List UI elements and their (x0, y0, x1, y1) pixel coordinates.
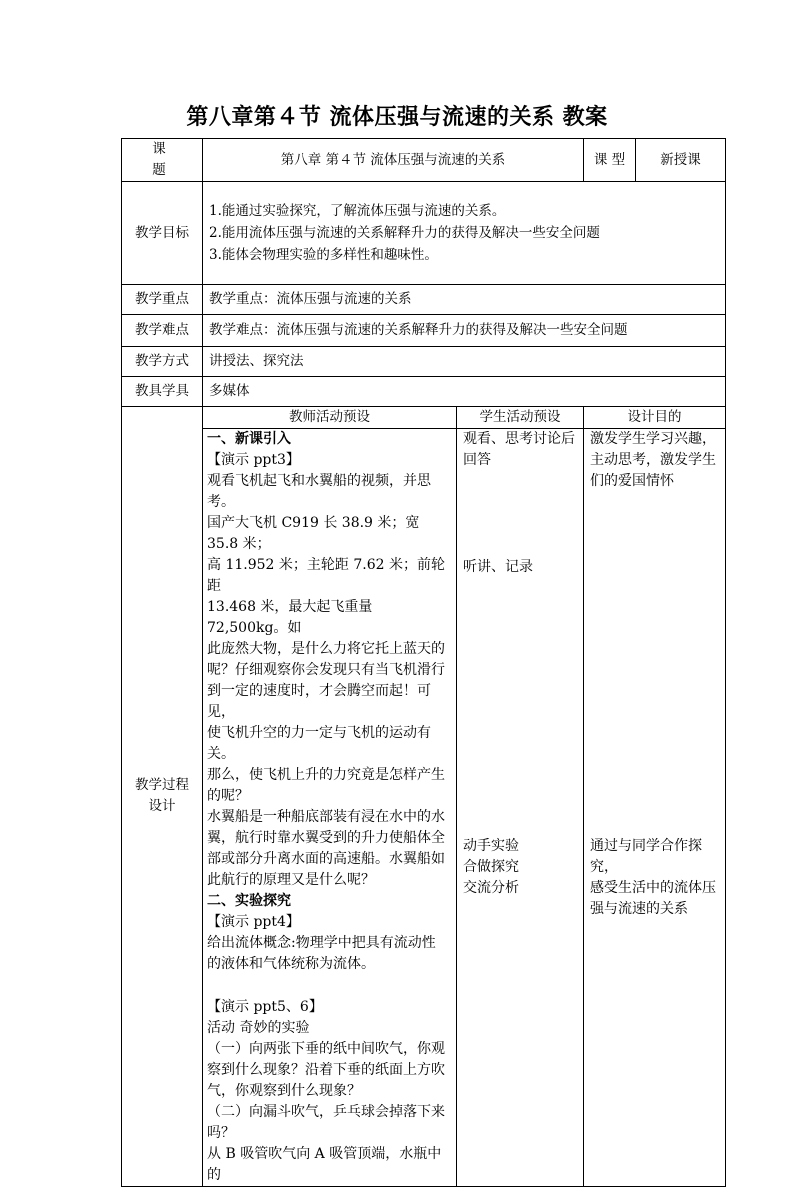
student-activity-line: 听讲、记录 (463, 559, 533, 575)
teacher-activity-line: 此航行的原理又是什么呢？ (207, 872, 375, 888)
design-purpose-line: 强与流速的关系 (590, 901, 688, 917)
teacher-activity-line: 观看飞机起飞和水翼船的视频，并思考。 (207, 473, 431, 510)
design-purpose-line (590, 557, 719, 579)
student-activity-line (463, 664, 577, 686)
page-title: 第八章第４节 流体压强与流速的关系 教案 (186, 104, 608, 130)
design-purpose-line: 通过与同学合作探究， (590, 838, 702, 875)
method-label: 教学方式 (122, 347, 203, 377)
goal-item: 2.能用流体压强与流速的关系解释升力的获得及解决一些安全问题 (209, 225, 600, 241)
teacher-activity-line: 水翼船是一种船底部装有浸在水中的水 (207, 809, 445, 825)
student-activity-line (463, 793, 577, 815)
teacher-activity-line: 气，你观察到什么现象？ (207, 1082, 361, 1099)
teacher-activity-line: 高 11.952 米；主轮距 7.62 米；前轮距 (207, 557, 445, 594)
teacher-activity-line: 二、实验探究 (207, 893, 291, 909)
teacher-activity-line: 使飞机升空的力一定与飞机的运动有关。 (207, 725, 431, 762)
design-purpose-line (590, 664, 719, 686)
design-purpose-line (590, 686, 719, 708)
student-activity-line (463, 514, 577, 536)
teacher-activity-cell (203, 429, 457, 1187)
key-point-label: 教学重点 (122, 285, 203, 315)
teacher-activity-line: 部或部分升离水面的高速船。水翼船如 (207, 851, 445, 867)
tools-label: 教具学具 (122, 377, 203, 407)
row-goals (122, 182, 726, 285)
teacher-activity-line: （一）向两张下垂的纸中间吹气，你观 (207, 1040, 445, 1057)
key-point-value: 教学重点：流体压强与流速的关系 (203, 285, 726, 315)
teacher-activity-line (207, 975, 452, 997)
student-activity-line (463, 493, 577, 515)
teacher-activity-line: 呢？仔细观察你会发现只有当飞机滑行 (207, 662, 445, 678)
teacher-activity-line: 此庞然大物，是什么力将它托上蓝天的 (207, 641, 445, 657)
teacher-activity-header: 教师活动预设 (203, 407, 457, 429)
row-method (122, 347, 726, 377)
teacher-activity-line: 一、新课引入 (207, 431, 291, 447)
goals-list (203, 182, 726, 285)
teacher-activity-line: 的呢？ (207, 788, 249, 804)
design-purpose-line (590, 535, 719, 557)
design-purpose-line (590, 643, 719, 665)
student-activity-line (463, 707, 577, 729)
row-process-content (122, 429, 726, 1187)
student-activity-line (463, 815, 577, 837)
student-activity-line (463, 750, 577, 772)
student-activity-line: 回答 (463, 452, 491, 468)
row-key-point (122, 285, 726, 315)
difficult-point-value: 教学难点：流体压强与流速的关系解释升力的获得及解决一些安全问题 (203, 315, 726, 347)
student-activity-line: 交流分析 (463, 880, 519, 896)
student-activity-line (463, 471, 577, 493)
goal-item: 3.能体会物理实验的多样性和趣味性。 (209, 247, 438, 263)
design-purpose-line: 们的爱国情怀 (590, 473, 674, 489)
teacher-activity-line: 那么，使飞机上升的力究竟是怎样产生 (207, 767, 445, 783)
design-purpose-header: 设计目的 (584, 407, 726, 429)
design-purpose-line: 激发学生学习兴趣， (590, 431, 716, 447)
teacher-activity-line: 察到什么现象？沿着下垂的纸面上方吹 (207, 1061, 445, 1078)
teacher-activity-line: （二）向漏斗吹气，乒乓球会掉落下来 (207, 1103, 445, 1120)
teacher-activity-line: 【演示 ppt3】 (207, 452, 300, 468)
teacher-activity-line: 活动 奇妙的实验 (207, 1019, 310, 1036)
design-purpose-line (590, 750, 719, 772)
design-purpose-line (590, 772, 719, 794)
student-activity-header: 学生活动预设 (457, 407, 584, 429)
student-activity-line (463, 536, 577, 558)
student-activity-line (463, 686, 577, 708)
design-purpose-line: 感受生活中的流体压 (590, 880, 716, 896)
design-purpose-line (590, 492, 719, 514)
design-purpose-line: 主动思考，激发学生 (590, 452, 716, 468)
process-label: 教学过程 设计 (122, 407, 203, 1187)
lesson-type-label: 课 型 (584, 139, 636, 182)
lesson-plan-table (121, 138, 726, 1187)
teacher-activity-line: 吗？ (207, 1124, 235, 1141)
teacher-activity-line: 给出流体概念:物理学中把具有流动性 (207, 935, 436, 951)
teacher-activity-line: 【演示 ppt5、6】 (207, 998, 323, 1015)
student-activity-line (463, 772, 577, 794)
topic-value: 第八章 第４节 流体压强与流速的关系 (203, 139, 584, 182)
student-activity-line: 观看、思考讨论后 (463, 431, 575, 447)
student-activity-line: 动手实验 (463, 838, 519, 854)
design-purpose-line (590, 514, 719, 536)
design-purpose-line (590, 815, 719, 837)
teacher-activity-line: 【演示 ppt4】 (207, 914, 300, 930)
teacher-activity-line: 到一定的速度时，才会腾空而起！可见， (207, 683, 431, 720)
student-activity-line (463, 578, 577, 600)
lesson-type-value: 新授课 (636, 139, 726, 182)
difficult-point-label: 教学难点 (122, 315, 203, 347)
student-activity-line: 合做探究 (463, 859, 519, 875)
tools-value: 多媒体 (203, 377, 726, 407)
row-difficult-point (122, 315, 726, 347)
row-tools (122, 377, 726, 407)
student-activity-line (463, 729, 577, 751)
teacher-activity-line: 从 B 吸管吹气向 A 吸管顶端，水瓶中的 (207, 1145, 442, 1183)
row-topic (122, 139, 726, 182)
student-activity-line (463, 643, 577, 665)
design-purpose-line (590, 600, 719, 622)
teacher-activity-line: 13.468 米，最大起飞重量 72,500kg。如 (207, 599, 373, 636)
teacher-activity-line: 翼，航行时靠水翼受到的升力使船体全 (207, 830, 445, 846)
design-purpose-line (590, 729, 719, 751)
student-activity-line (463, 621, 577, 643)
design-purpose-line (590, 621, 719, 643)
goal-item: 1.能通过实验探究，了解流体压强与流速的关系。 (209, 203, 506, 219)
row-process-header (122, 407, 726, 429)
goals-label: 教学目标 (122, 182, 203, 285)
design-purpose-line (590, 578, 719, 600)
design-purpose-cell (584, 429, 726, 1187)
design-purpose-line (590, 793, 719, 815)
teacher-activity-line: 国产大飞机 C919 长 38.9 米；宽 35.8 米； (207, 515, 420, 552)
design-purpose-line (590, 707, 719, 729)
method-value: 讲授法、探究法 (203, 347, 726, 377)
topic-label: 课 题 (122, 139, 203, 182)
student-activity-line (463, 600, 577, 622)
teacher-activity-line: 的液体和气体统称为流体。 (207, 956, 375, 972)
student-activity-cell (457, 429, 584, 1187)
